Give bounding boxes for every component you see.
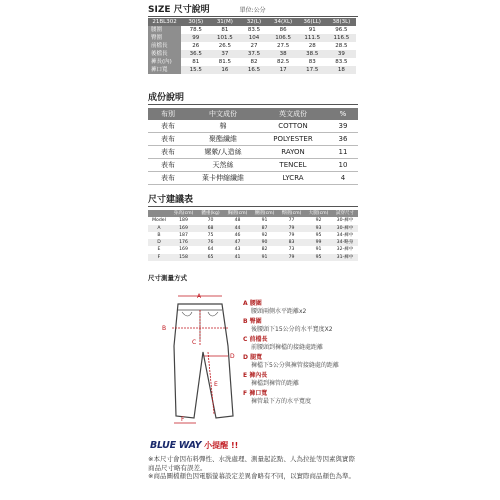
- legend-heading: D 腿寬: [243, 354, 263, 361]
- table-cell: 65: [197, 254, 224, 261]
- table-cell: 90: [251, 239, 278, 246]
- fit-section-title: 尺寸建議表: [148, 195, 194, 205]
- table-cell: 95: [315, 232, 322, 238]
- table-cell: 後檔長: [148, 50, 181, 58]
- table-row: [148, 225, 358, 232]
- table-cell: 111.5: [298, 34, 327, 42]
- table-row: [148, 58, 356, 66]
- table-cell: 91: [251, 254, 278, 261]
- table-cell: 79: [278, 225, 305, 232]
- composition-section-header: [148, 88, 358, 105]
- table-cell: 10: [328, 159, 358, 172]
- table-cell: 26.5: [210, 42, 239, 50]
- legend-description: 褲檔到褲管的距離: [251, 379, 300, 387]
- table-cell: 31-褲中: [332, 254, 358, 261]
- table-header-cell: 34(XL): [269, 18, 298, 26]
- table-cell: 萊卡伸縮纖維: [188, 172, 258, 185]
- label-a: A: [197, 293, 202, 300]
- table-row: [148, 66, 356, 74]
- table-cell: 34-褲中: [336, 232, 354, 238]
- table-row: [148, 146, 358, 159]
- note-line: ※商品圖檔顏色因電腦螢幕設定差異會略有不同，以實際商品顏色為準。: [148, 472, 355, 480]
- fit-section-header: [148, 190, 358, 207]
- table-cell: 86: [269, 26, 298, 34]
- table-cell: RAYON: [258, 146, 328, 159]
- table-cell: F: [148, 254, 170, 261]
- table-cell: 169: [179, 247, 188, 253]
- table-cell: 11: [328, 146, 358, 159]
- table-cell: 83.5: [327, 58, 356, 66]
- table-row: [148, 246, 358, 253]
- table-cell: 169: [170, 225, 197, 232]
- table-cell: 78.5: [181, 26, 210, 34]
- table-cell: 92: [261, 232, 268, 238]
- composition-table: [148, 108, 358, 185]
- table-header-cell: 胸圍(cm): [224, 210, 251, 217]
- table-cell: 76: [197, 239, 224, 246]
- table-cell: 91: [298, 26, 327, 34]
- table-header-cell: %: [328, 108, 358, 120]
- table-cell: B: [157, 232, 161, 238]
- table-cell: 32-褲中: [336, 247, 354, 253]
- table-cell: 嫘縈/人造絲: [188, 146, 258, 159]
- table-cell: 99: [305, 239, 332, 246]
- table-cell: 81: [181, 58, 210, 66]
- composition-section-title: 成份說明: [148, 93, 185, 103]
- unit-label: 單位:公分: [239, 7, 266, 14]
- legend-heading: B 臀圍: [243, 318, 262, 325]
- table-cell: 4: [328, 172, 358, 185]
- table-cell: 26: [181, 42, 210, 50]
- table-cell: 褲口寬: [148, 66, 181, 74]
- table-cell: 99: [181, 34, 210, 42]
- table-cell: 83.5: [239, 26, 268, 34]
- table-header-cell: 31(M): [210, 18, 239, 26]
- table-cell: 表布: [148, 159, 188, 172]
- table-cell: 褲長(內): [148, 58, 181, 66]
- legend-heading: E 褲內長: [243, 372, 268, 379]
- table-cell: 28.5: [327, 42, 356, 50]
- table-cell: 70: [207, 218, 214, 224]
- table-cell: 30-褲中: [332, 225, 358, 232]
- table-cell: 95: [305, 254, 332, 261]
- table-cell: 92: [315, 218, 322, 224]
- table-row: [148, 133, 358, 146]
- table-cell: 82.5: [269, 58, 298, 66]
- reminder-label: 小提醒 !!: [204, 441, 239, 450]
- table-header-cell: 布別: [148, 108, 188, 120]
- table-cell: 天然絲: [188, 159, 258, 172]
- table-cell: 79: [278, 254, 305, 261]
- table-cell: 83: [278, 239, 305, 246]
- table-row: [148, 26, 356, 34]
- table-cell: 17: [269, 66, 298, 74]
- label-d: D: [230, 353, 235, 360]
- table-cell: 表布: [148, 172, 188, 185]
- table-row: [148, 159, 358, 172]
- table-cell: 176: [170, 239, 197, 246]
- table-cell: 27.5: [269, 42, 298, 50]
- table-cell: 腰圍: [148, 26, 181, 34]
- table-cell: 87: [251, 225, 278, 232]
- fit-table: [148, 210, 358, 261]
- table-cell: 36.5: [181, 50, 210, 58]
- table-row: [148, 34, 356, 42]
- table-row: [148, 232, 358, 239]
- legend-heading: F 褲口寬: [243, 390, 268, 397]
- table-cell: 96.5: [327, 26, 356, 34]
- table-header-cell: 21BL302: [148, 18, 181, 26]
- table-cell: 38.5: [298, 50, 327, 58]
- table-cell: 18: [327, 66, 356, 74]
- table-cell: 73: [288, 247, 295, 253]
- table-cell: 77: [288, 218, 295, 224]
- size-section-title: SIZE 尺寸說明: [148, 5, 210, 15]
- table-cell: Model: [152, 218, 166, 224]
- legend-description: 腰頭兩側水平距離x2: [251, 307, 307, 315]
- legend-description: 褲檔下5公分與褲管接縫處的距離: [251, 361, 339, 369]
- table-cell: 82: [261, 247, 268, 253]
- table-cell: 前檔長: [148, 42, 181, 50]
- table-header-cell: 大腿(cm): [305, 210, 332, 217]
- table-cell: LYCRA: [258, 172, 328, 185]
- table-header-cell: 腰圍(cm): [251, 210, 278, 217]
- table-cell: 158: [170, 254, 197, 261]
- table-cell: 75: [207, 232, 214, 238]
- table-cell: A: [148, 225, 170, 232]
- table-cell: E: [157, 247, 161, 253]
- table-cell: 17.5: [298, 66, 327, 74]
- table-cell: 91: [315, 247, 322, 253]
- measurement-legend: [243, 300, 339, 408]
- table-cell: 82: [239, 58, 268, 66]
- legend-heading: A 腰圍: [243, 300, 262, 307]
- table-header-cell: 32(L): [239, 18, 268, 26]
- table-row: [148, 42, 356, 50]
- table-cell: 43: [234, 247, 241, 253]
- legend-description: 前腰頭到褲檔的接縫處距離: [251, 343, 324, 351]
- table-cell: 187: [179, 232, 188, 238]
- table-cell: 臀圍: [148, 34, 181, 42]
- table-cell: 46: [234, 232, 241, 238]
- pants-outline: [174, 304, 233, 418]
- table-row: [148, 239, 358, 246]
- table-cell: TENCEL: [258, 159, 328, 172]
- table-header-cell: 英文成份: [258, 108, 328, 120]
- table-header-cell: 體重(kg): [197, 210, 224, 217]
- table-cell: 表布: [148, 146, 188, 159]
- label-c: C: [192, 339, 197, 346]
- table-cell: 30-褲中: [336, 218, 354, 224]
- table-cell: 15.5: [181, 66, 210, 74]
- table-header-cell: 臀圍(cm): [278, 210, 305, 217]
- brand-logo: BLUE WAY: [150, 440, 202, 451]
- table-cell: 表布: [148, 133, 188, 146]
- table-row: [148, 172, 358, 185]
- table-cell: 38: [269, 50, 298, 58]
- table-cell: 48: [234, 218, 241, 224]
- table-header-cell: 36(LL): [298, 18, 327, 26]
- table-row: [148, 50, 356, 58]
- table-header-cell: 38(3L): [327, 18, 356, 26]
- brand-line: [150, 440, 238, 451]
- size-table: [148, 18, 356, 74]
- table-cell: 16.5: [239, 66, 268, 74]
- legend-description: 後腰頭下15公分的水平寬度X2: [251, 325, 333, 333]
- table-cell: COTTON: [258, 120, 328, 133]
- table-cell: 34-略身: [332, 239, 358, 246]
- label-b: B: [162, 325, 167, 332]
- table-cell: 104: [239, 34, 268, 42]
- table-cell: 37.5: [239, 50, 268, 58]
- table-cell: 39: [328, 120, 358, 133]
- table-cell: 83: [298, 58, 327, 66]
- table-cell: 棉: [188, 120, 258, 133]
- table-cell: 91: [261, 218, 268, 224]
- table-cell: 36: [328, 133, 358, 146]
- table-cell: 64: [207, 247, 214, 253]
- table-header-cell: 試穿尺寸: [332, 210, 358, 217]
- table-cell: POLYESTER: [258, 133, 328, 146]
- table-cell: 28: [298, 42, 327, 50]
- table-cell: 47: [224, 239, 251, 246]
- table-row: [148, 217, 358, 224]
- table-row: [148, 120, 358, 133]
- label-f: F: [181, 416, 185, 423]
- table-cell: 68: [197, 225, 224, 232]
- table-cell: 81.5: [210, 58, 239, 66]
- table-cell: 表布: [148, 120, 188, 133]
- table-cell: 93: [305, 225, 332, 232]
- note-line: ※本尺寸會因布料彈性、水洗處理、測量起訖點、人為拉扯等因素與實際商品尺寸略有誤差。: [148, 455, 355, 472]
- label-e: E: [214, 381, 218, 388]
- table-cell: 16: [210, 66, 239, 74]
- table-cell: 81: [210, 26, 239, 34]
- table-cell: 106.5: [269, 34, 298, 42]
- legend-description: 褲管最下方的水平寬度: [251, 397, 312, 405]
- table-header-cell: [148, 210, 170, 217]
- table-header-cell: 中文成份: [188, 108, 258, 120]
- table-cell: D: [148, 239, 170, 246]
- table-cell: 79: [288, 232, 295, 238]
- table-cell: 189: [179, 218, 188, 224]
- table-cell: 27: [239, 42, 268, 50]
- table-cell: 39: [327, 50, 356, 58]
- table-cell: 44: [224, 225, 251, 232]
- table-row: [148, 254, 358, 261]
- table-cell: 聚酯纖維: [188, 133, 258, 146]
- notes: [148, 455, 360, 481]
- measure-section-title: 尺寸測量方式: [148, 274, 187, 282]
- table-cell: 101.5: [210, 34, 239, 42]
- table-header-cell: 身高(cm): [170, 210, 197, 217]
- table-header-cell: 30(S): [181, 18, 210, 26]
- size-section-header: [148, 0, 358, 17]
- table-cell: 41: [224, 254, 251, 261]
- legend-heading: C 前檔長: [243, 336, 268, 343]
- table-cell: 37: [210, 50, 239, 58]
- table-cell: 116.5: [327, 34, 356, 42]
